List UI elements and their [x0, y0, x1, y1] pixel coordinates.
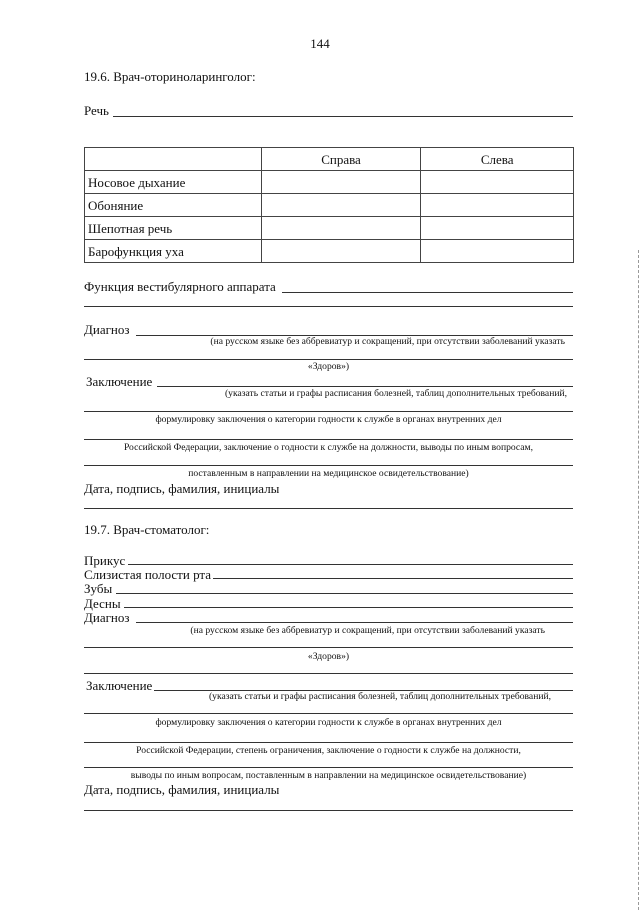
cell-barofunction-right[interactable]: [261, 240, 421, 263]
ent-signature-label: Дата, подпись, фамилия, инициалы: [84, 481, 280, 496]
dentist-conclusion-field-2[interactable]: [84, 713, 573, 714]
cell-barofunction-left[interactable]: [421, 240, 574, 263]
ent-conclusion-field[interactable]: [157, 386, 573, 387]
row-label-smell: Обоняние: [85, 194, 262, 217]
row-label-barofunction: Барофункция уха: [85, 240, 262, 263]
bite-label: Прикус: [84, 553, 126, 568]
dentist-conclusion-field-4[interactable]: [84, 767, 573, 768]
cell-whisper-left[interactable]: [421, 217, 574, 240]
dentist-conclusion-field-3[interactable]: [84, 742, 573, 743]
gums-label: Десны: [84, 596, 121, 611]
ent-conclusion-hint-1: (указать статьи и графы расписания болезней, таблиц дополнительных требований,: [224, 388, 567, 399]
dentist-diagnosis-field-3[interactable]: [84, 673, 573, 674]
dentist-diagnosis-field-2[interactable]: [84, 647, 573, 648]
dentist-conclusion-hint-4: выводы по иным вопросам, поставленным в направлении на медицинское освидетельствование): [130, 770, 527, 781]
table-header-right: Справа: [261, 148, 421, 171]
vestibular-label: Функция вестибулярного аппарата: [84, 279, 276, 294]
ent-conclusion-hint-2: формулировку заключения о категории годности к службе в органах внутренних дел: [155, 414, 502, 425]
speech-field[interactable]: [113, 116, 573, 117]
table-header-row: [85, 148, 574, 171]
ent-diagnosis-hint-2: «Здоров»): [307, 361, 350, 372]
ent-conclusion-field-4[interactable]: [84, 465, 573, 466]
table-row: [85, 217, 574, 240]
dentist-signature-field[interactable]: [84, 810, 573, 811]
dentist-diagnosis-hint-1: (на русском языке без аббревиатур и сокращений, при отсутствии заболеваний указать: [190, 625, 545, 636]
cell-nasal-breathing-right[interactable]: [261, 171, 421, 194]
ent-conclusion-field-2[interactable]: [84, 411, 573, 412]
cell-nasal-breathing-left[interactable]: [421, 171, 574, 194]
table-header-corner: [85, 148, 262, 171]
bite-field[interactable]: [128, 564, 573, 565]
ent-function-table: [84, 147, 574, 263]
ent-diagnosis-label: Диагноз: [84, 322, 130, 337]
dentist-conclusion-hint-3: Российской Федерации, степень ограничения, заключение о годности к службе на должности,: [136, 745, 521, 756]
table-header-left: Слева: [421, 148, 574, 171]
dentist-signature-label: Дата, подпись, фамилия, инициалы: [84, 782, 280, 797]
table-row: [85, 240, 574, 263]
ent-signature-field[interactable]: [84, 508, 573, 509]
table-row: [85, 194, 574, 217]
dentist-conclusion-label: Заключение: [86, 678, 153, 693]
vestibular-field[interactable]: [282, 292, 573, 293]
ent-diagnosis-hint-1: (на русском языке без аббревиатур и сокращений, при отсутствии заболеваний указать: [210, 336, 565, 347]
page-number: 144: [310, 36, 330, 51]
row-label-nasal-breathing: Носовое дыхание: [85, 171, 262, 194]
ent-conclusion-hint-3: Российской Федерации, заключение о годности к службе на должности, выводы по иным вопросам,: [123, 442, 534, 453]
ent-diagnosis-field-2[interactable]: [84, 359, 573, 360]
cell-smell-right[interactable]: [261, 194, 421, 217]
row-label-whisper: Шепотная речь: [85, 217, 262, 240]
teeth-field[interactable]: [116, 593, 573, 594]
cell-whisper-right[interactable]: [261, 217, 421, 240]
teeth-label: Зубы: [84, 581, 113, 596]
gums-field[interactable]: [124, 607, 573, 608]
mucosa-field[interactable]: [213, 578, 573, 579]
vestibular-field-2[interactable]: [84, 306, 573, 307]
dentist-diagnosis-label: Диагноз: [84, 610, 130, 625]
mucosa-label: Слизистая полости рта: [84, 567, 212, 582]
ent-conclusion-hint-4: поставленным в направлении на медицинское освидетельствование): [188, 468, 469, 479]
dentist-conclusion-hint-2: формулировку заключения о категории годности к службе в органах внутренних дел: [155, 717, 502, 728]
dentist-conclusion-hint-1: (указать статьи и графы расписания болезней, таблиц дополнительных требований,: [208, 691, 551, 702]
speech-label: Речь: [84, 103, 109, 118]
dentist-diagnosis-hint-2: «Здоров»): [307, 651, 350, 662]
section-heading-ent: 19.6. Врач-оториноларинголог:: [84, 69, 256, 84]
cell-smell-left[interactable]: [421, 194, 574, 217]
ent-conclusion-label: Заключение: [86, 374, 153, 389]
dentist-diagnosis-field[interactable]: [136, 622, 573, 623]
section-heading-dentist: 19.7. Врач-стоматолог:: [84, 522, 210, 537]
ent-conclusion-field-3[interactable]: [84, 439, 573, 440]
table-row: [85, 171, 574, 194]
